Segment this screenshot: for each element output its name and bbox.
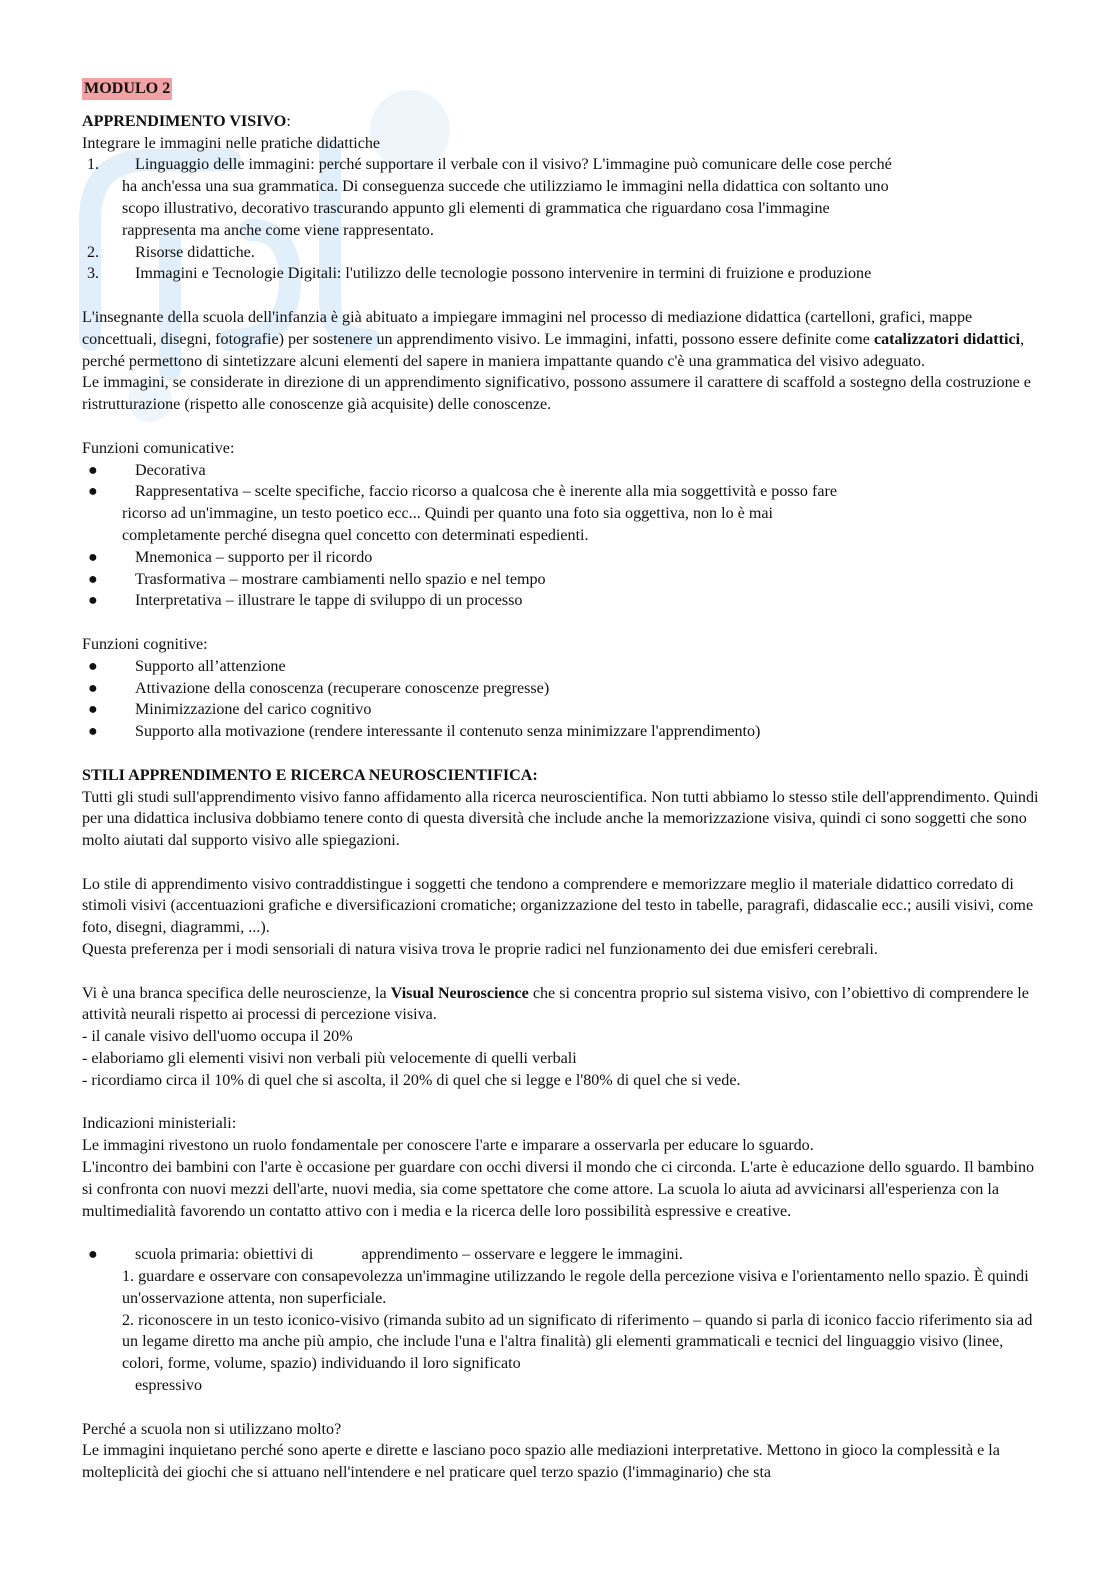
list-text: scuola primaria: obiettivi di apprendimento – osservare e leggere le immagini. bbox=[135, 1246, 683, 1264]
list-number: 2. bbox=[87, 243, 100, 261]
bold-term: catalizzatori didattici bbox=[873, 330, 1021, 348]
bullet-icon: ● bbox=[88, 548, 98, 566]
section1-heading bbox=[82, 111, 1042, 133]
indicazioni-label: Indicazioni ministeriali: bbox=[82, 1115, 237, 1133]
list-item bbox=[82, 699, 1042, 721]
list-text: Mnemonica – supporto per il ricordo bbox=[135, 548, 373, 566]
paragraph-scaffold: Le immagini, se considerate in direzione di un apprendimento significativo, possono assumere il carattere di scaffold a sostegno della costruzione e ristrutturazione (rispetto alle conoscenze già acquisite) delle conoscenze. bbox=[82, 374, 1031, 414]
paragraph-incontro: L'incontro dei bambini con l'arte è occasione per guardare con occhi diversi il mondo che ci circonda. L'arte è educazione dello sguardo. Il bambino si confronta con nuovi mezzi dell'arte, nuovi media, sia come spettatore che come attore. La scuola lo aiuta ad avvicinarsi all'esperienza con la multimedialità favorendo un contatto attivo con i media e la ricerca delle loro possibilità espressive e creative. bbox=[82, 1159, 1035, 1220]
list-text: Linguaggio delle immagini: perché supportare il verbale con il visivo? L'immagine può comunicare delle cose perché bbox=[135, 156, 892, 174]
text-run: L'insegnante della scuola dell'infanzia è già abituato a impiegare immagini nel processo di mediazione didattica (cartelloni, grafici, mappe concettuali, disegni, fotografie) per sostenere un apprendimento visivo. Le immagini, infatti, possono essere definite come bbox=[82, 308, 973, 348]
bullet-icon: ● bbox=[88, 461, 98, 479]
list-item-cont: completamente perché disegna quel concetto con determinati espedienti. bbox=[122, 526, 589, 544]
list-text: Decorativa bbox=[135, 461, 206, 479]
bullet-list-comunicative bbox=[82, 460, 1042, 613]
list-item bbox=[82, 678, 1042, 700]
list-item bbox=[82, 656, 1042, 678]
paragraph-arte: Le immagini rivestono un ruolo fondamentale per conoscere l'arte e imparare a osservarla per educare lo sguardo. bbox=[82, 1137, 814, 1155]
sub-item-2-tail: espressivo bbox=[135, 1377, 203, 1395]
question-line: Perché a scuola non si utilizzano molto? bbox=[82, 1420, 342, 1438]
list-item-2 bbox=[82, 242, 1042, 264]
text-run: che si concentra proprio sul sistema visivo, con l’obiettivo di comprendere le attività neurali rispetto ai processi di percezione visiva. bbox=[82, 984, 1029, 1024]
sub-item-1: 1. guardare e osservare con consapevolezza un'immagine utilizzando le regole della percezione visiva e l'orientamento nello spazio. È quindi un'osservazione attenta, non superficiale. bbox=[122, 1268, 1029, 1307]
dash-item: - il canale visivo dell'uomo occupa il 20% bbox=[82, 1028, 353, 1046]
heading-text: APPRENDIMENTO VISIVO bbox=[82, 112, 287, 130]
paragraph-visual-neuroscience bbox=[82, 983, 1042, 1027]
list-item-1-cont-2: scopo illustrativo, decorativo trascurando appunto gli elementi di grammatica che riguardano cosa l'immagine bbox=[122, 199, 830, 217]
list-item bbox=[82, 547, 1042, 569]
list-item bbox=[82, 569, 1042, 591]
list-text: Supporto alla motivazione (rendere interessante il contenuto senza minimizzare l'apprendimento) bbox=[135, 723, 761, 741]
list-item bbox=[82, 721, 1042, 743]
bullet-icon: ● bbox=[88, 701, 98, 719]
funzioni-cognitive-label: Funzioni cognitive: bbox=[82, 635, 208, 653]
document-page bbox=[82, 78, 1042, 1484]
list-text: Attivazione della conoscenza (recuperare conoscenze pregresse) bbox=[135, 679, 550, 697]
bullet-icon: ● bbox=[88, 657, 98, 675]
sub-item-2: 2. riconoscere in un testo iconico-visivo (rimanda subito ad un significato di riferimento – quando si parla di iconico faccio riferimento sia ad un legame diretto ma anche più ampio, che include l'una e l'altra finalità) gli elementi grammaticali e tecnici del linguaggio visivo (linee, colori, forme, volume, spazio) individuando il loro significato bbox=[122, 1311, 1033, 1373]
list-item bbox=[82, 460, 1042, 482]
bullet-icon: ● bbox=[88, 723, 98, 741]
list-number: 3. bbox=[87, 265, 100, 283]
paragraph-stile: Lo stile di apprendimento visivo contraddistingue i soggetti che tendono a comprendere e memorizzare meglio il materiale didattico corredato di stimoli visivi (accentuazioni grafiche e diversificazioni cromatiche; organizzazione del testo in tabelle, paragrafi, didascalie ecc.; ausili visivi, come foto, disegni, diagrammi, ...). bbox=[82, 875, 1034, 937]
list-text: Interpretativa – illustrare le tappe di sviluppo di un processo bbox=[135, 592, 523, 610]
list-item bbox=[82, 481, 1042, 503]
list-text: Trasformativa – mostrare cambiamenti nello spazio e nel tempo bbox=[135, 570, 546, 588]
numbered-list bbox=[82, 154, 1042, 285]
list-item-cont: ricorso ad un'immagine, un testo poetico ecc... Quindi per quanto una foto sia oggettiva, non lo è mai bbox=[122, 505, 773, 523]
bold-term: Visual Neuroscience bbox=[390, 984, 529, 1002]
text-run: Vi è una branca specifica delle neuroscienze, la bbox=[82, 984, 391, 1002]
bullet-icon: ● bbox=[88, 570, 98, 588]
bullet-icon: ● bbox=[88, 592, 98, 610]
bullet-icon: ● bbox=[88, 483, 98, 501]
list-item-1-cont-1: ha anch'essa una sua grammatica. Di conseguenza succede che utilizziamo le immagini nella didattica con soltanto uno bbox=[122, 178, 889, 196]
list-item bbox=[82, 1244, 1042, 1266]
list-item-1-cont-3: rappresenta ma anche come viene rappresentato. bbox=[122, 221, 434, 239]
paragraph-inquietano: Le immagini inquietano perché sono aperte e dirette e lasciano poco spazio alle mediazioni interpretative. Mettono in gioco la complessità e la molteplicità dei giochi che si attuano nell'intendere e nel praticare quel terzo spazio (l'immaginario) che sta bbox=[82, 1442, 1000, 1482]
list-text: Supporto all’attenzione bbox=[135, 657, 286, 675]
list-item-3 bbox=[82, 263, 1042, 285]
section1-subtitle: Integrare le immagini nelle pratiche didattiche bbox=[82, 134, 381, 152]
paragraph-emisferi: Questa preferenza per i modi sensoriali di natura visiva trova le proprie radici nel funzionamento dei due emisferi cerebrali. bbox=[82, 941, 878, 959]
section2-heading: STILI APPRENDIMENTO E RICERCA NEUROSCIENTIFICA: bbox=[82, 766, 538, 784]
dash-item: - elaboriamo gli elementi visivi non verbali più velocemente di quelli verbali bbox=[82, 1050, 577, 1068]
bullet-icon: ● bbox=[88, 679, 98, 697]
list-text: Minimizzazione del carico cognitivo bbox=[135, 701, 372, 719]
list-text: Rappresentativa – scelte specifiche, faccio ricorso a qualcosa che è inerente alla mia soggettività e posso fare bbox=[135, 483, 838, 501]
list-text: Immagini e Tecnologie Digitali: l'utilizzo delle tecnologie possono intervenire in termini di fruizione e produzione bbox=[135, 265, 872, 283]
list-item bbox=[82, 590, 1042, 612]
module-title: MODULO 2 bbox=[82, 78, 172, 100]
heading-colon: : bbox=[286, 112, 291, 130]
list-text: Risorse didattiche. bbox=[135, 243, 255, 261]
funzioni-comunicative-label: Funzioni comunicative: bbox=[82, 439, 235, 457]
dash-item: - ricordiamo circa il 10% di quel che si ascolta, il 20% di quel che si legge e l'80% di quel che si vede. bbox=[82, 1071, 741, 1089]
bullet-list-cognitive bbox=[82, 656, 1042, 743]
list-item-1 bbox=[82, 154, 1042, 176]
text-run: , perché permettono di sintetizzare alcuni elementi del sapere in maniera impattante quando c'è una grammatica del visivo adeguato. bbox=[82, 330, 1025, 370]
paragraph-infanzia bbox=[82, 307, 1042, 372]
list-number: 1. bbox=[87, 156, 100, 174]
bullet-icon: ● bbox=[88, 1246, 98, 1264]
paragraph-studi: Tutti gli studi sull'apprendimento visivo fanno affidamento alla ricerca neuroscientifica. Non tutti abbiamo lo stesso stile dell'apprendimento. Quindi per una didattica inclusiva dobbiamo tenere conto di questa diversità che include anche la memorizzazione visiva, quindi ci sono soggetti che sono molto aiutati dal supporto visivo alle spiegazioni. bbox=[82, 788, 1039, 850]
